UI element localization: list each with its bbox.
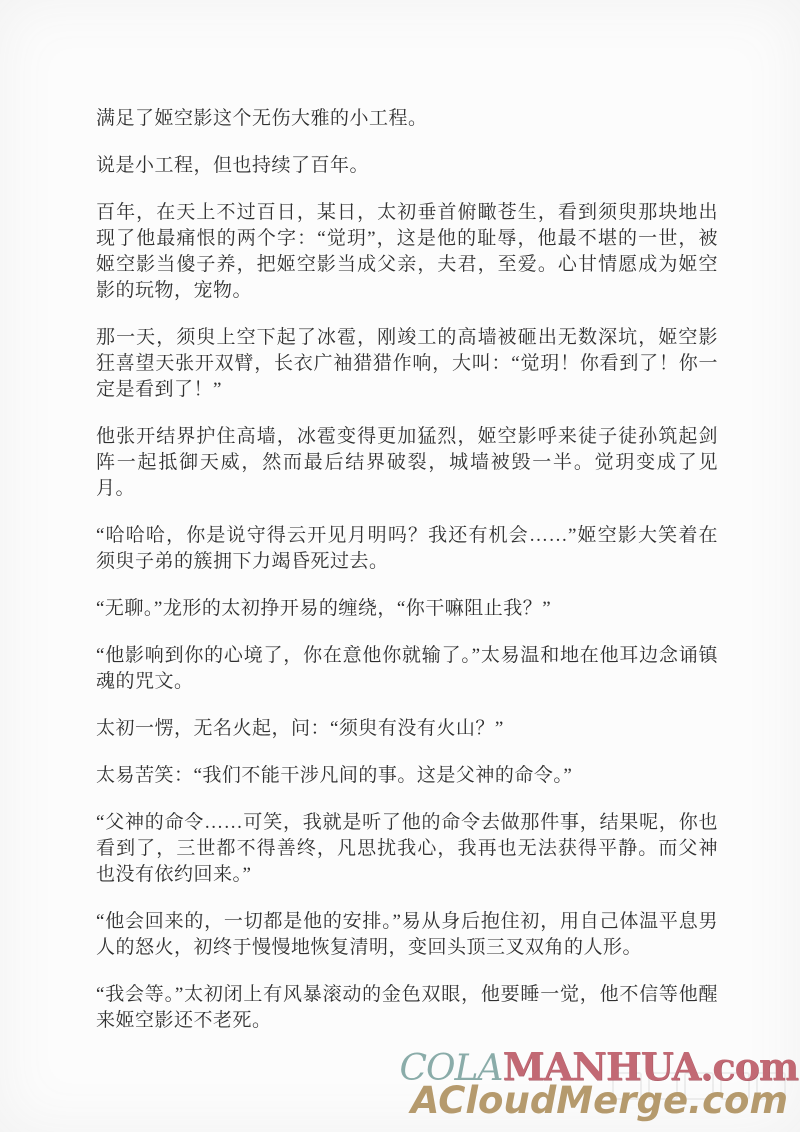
acloudmerge-watermark: ACloudMerge.com	[410, 1079, 788, 1122]
novel-paragraph: 百年，在天上不过百日，某日，太初垂首俯瞰苍生，看到须臾那块地出现了他最痛恨的两个字：“觉玥”，这是他的耻辱，他最不堪的一世，被姬空影当傻子养，把姬空影当成父亲，夫君，至爱。心甘情愿成为姬空影的玩物，宠物。	[96, 202, 718, 301]
novel-paragraph: “哈哈哈，你是说守得云开见月明吗？我还有机会……”姬空影大笑着在须臾子弟的簇拥下力竭昏死过去。	[96, 525, 718, 572]
cola-logo-text: COLA	[399, 1048, 503, 1089]
novel-paragraph: 满足了姬空影这个无伤大雅的小工程。	[96, 108, 428, 129]
novel-paragraph: 那一天，须臾上空下起了冰雹，刚竣工的高墙被砸出无数深坑，姬空影狂喜望天张开双臂，长衣广袖猎猎作响，大叫：“觉玥！你看到了！你一定是看到了！”	[96, 327, 718, 400]
novel-paragraph: 太易苦笑：“我们不能干涉凡间的事。这是父神的命令。”	[96, 765, 573, 786]
novel-paragraph: “父神的命令……可笑，我就是听了他的命令去做那件事，结果呢，你也看到了，三世都不得善终，凡思扰我心，我再也无法获得平静。而父神也没有依约回来。”	[96, 812, 718, 885]
novel-paragraph: 说是小工程，但也持续了百年。	[96, 155, 370, 176]
novel-paragraph: “无聊。”龙形的太初挣开易的缠绕，“你干嘛阻止我？”	[96, 598, 552, 619]
novel-paragraph: 太初一愣，无名火起，问：“须臾有没有火山？”	[96, 718, 504, 739]
watermark-area	[0, 1040, 800, 1132]
novel-paragraph: “他会回来的，一切都是他的安排。”易从身后抱住初，用自己体温平息男人的怒火，初终于慢慢地恢复清明，变回头顶三叉双角的人形。	[96, 911, 718, 958]
novel-paragraph: “他影响到你的心境了，你在意他你就输了。”太易温和地在他耳边念诵镇魂的咒文。	[96, 645, 718, 692]
manhua-logo-text: MANHUA.com	[502, 1044, 798, 1089]
novel-text-block	[96, 106, 718, 1055]
novel-paragraph: 他张开结界护住高墙，冰雹变得更加猛烈，姬空影呼来徒子徒孙筑起剑阵一起抵御天威，然而最后结界破裂，城墙被毁一半。觉玥变成了见月。	[96, 426, 718, 499]
novel-paragraph: “我会等。”太初闭上有风暴滚动的金色双眼，他要睡一觉，他不信等他醒来姬空影还不老死。	[96, 984, 718, 1031]
